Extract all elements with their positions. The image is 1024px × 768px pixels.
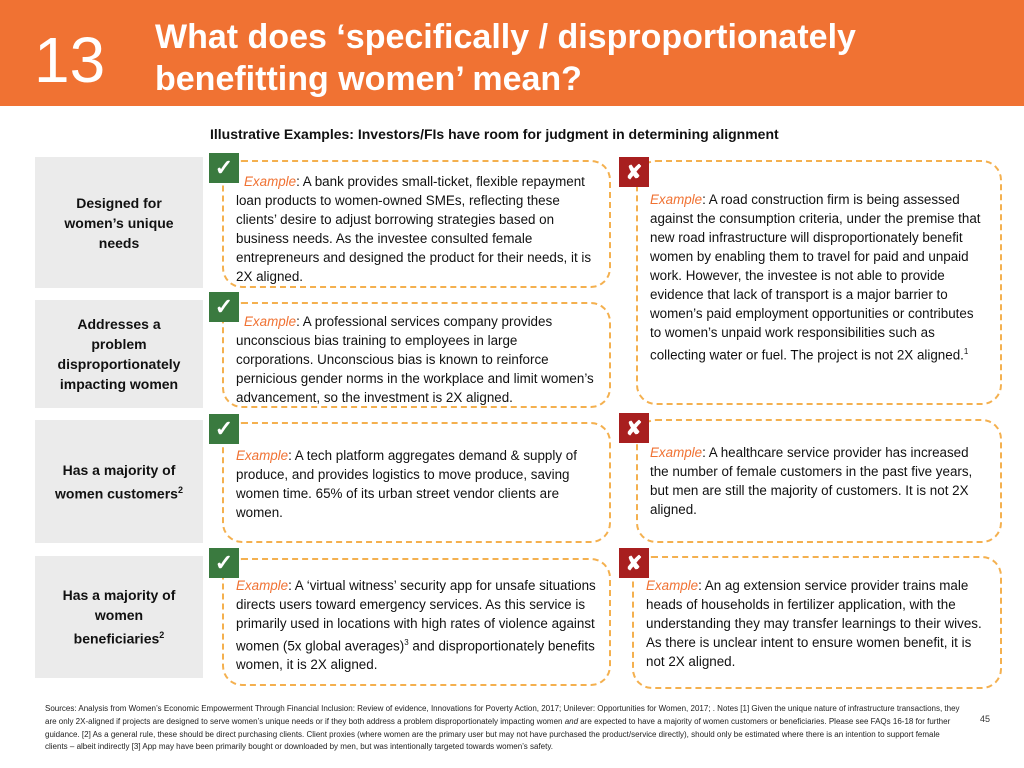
criterion-line: disproportionately <box>57 356 181 372</box>
criterion-line: women’s unique <box>64 214 174 231</box>
check-icon: ✓ <box>209 292 239 322</box>
example-label: Example <box>236 448 289 463</box>
example-label: Example <box>650 445 703 460</box>
check-icon: ✓ <box>209 153 239 183</box>
example-text: : A road construction firm is being assessed against the consumption criteria, under the premise that new road infrastructure will disproportionately benefit women by enabling them to travel for paid and unpaid work. However, the investee is not able to provide evidence that lack of transport is a major barrier to women’s paid employment opportunities or contributes to women’s unpaid work responsibilities such as collecting water or fuel. The project is not 2X aligned. <box>650 192 981 363</box>
sources-footnote <box>45 703 960 754</box>
criterion-line: Addresses a <box>77 316 161 332</box>
example-label: Example <box>650 192 703 207</box>
page-number: 45 <box>980 714 991 724</box>
footnote-ref: 3 <box>404 638 409 647</box>
criterion-addresses-problem <box>35 300 203 408</box>
cross-icon: ✘ <box>619 157 649 187</box>
footnote-emphasis: and <box>564 716 579 726</box>
example-text: : A healthcare service provider has increased the number of female customers in the past five years, but men are still the majority of customers. It is not 2X aligned. <box>650 445 973 517</box>
criterion-line: Has a majority of <box>62 587 176 604</box>
example-text: : A tech platform aggregates demand & supply of produce, and provides logistics to move produce, saving women time. 65% of its urban street vendor clients are women. <box>236 448 577 520</box>
footnote-ref: 1 <box>963 347 969 356</box>
criterion-line: women <box>94 607 144 624</box>
aligned-example-card <box>222 160 611 288</box>
criterion-majority-customers <box>35 420 203 543</box>
header-banner <box>0 0 1024 106</box>
example-label: Example <box>244 314 297 329</box>
criterion-line: Has a majority of <box>62 461 176 478</box>
example-text: : A professional services company provides unconscious bias training to employees in large corporations. Unconscious bias is known to reinforce pernicious gender norms in the workplace and limit women’s advancement, so the investment is 2X aligned. <box>236 314 594 405</box>
slide-number: 13 <box>34 24 106 96</box>
example-text: : An ag extension service provider trains male heads of households in fertilizer application, with the understanding they may transfer learnings to their wives. As there is unclear intent to ensure women benefit, it is not 2X aligned. <box>646 578 982 669</box>
footnote-ref: 2 <box>177 484 183 495</box>
page-title <box>155 16 985 100</box>
aligned-example-card <box>222 302 611 408</box>
title-line-2: benefitting women’ mean? <box>155 60 582 98</box>
criterion-line <box>63 625 176 649</box>
example-label: Example <box>236 578 289 593</box>
criterion-line <box>55 480 183 504</box>
cross-icon: ✘ <box>619 548 649 578</box>
not-aligned-example-card <box>636 160 1002 405</box>
check-icon: ✓ <box>209 414 239 444</box>
example-text: : A ‘virtual witness’ security app for unsafe situations directs users toward emergency services. As this service is primarily used in locations with high rates of violence against women (5x global averages) <box>236 578 596 654</box>
aligned-example-card <box>222 558 611 686</box>
criterion-text: women customers <box>55 485 178 502</box>
criterion-text: beneficiaries <box>73 630 160 647</box>
criterion-line: needs <box>98 234 140 251</box>
footnote-text: are expected to have a majority of women customers or beneficiaries. Please see FAQs 16-18 for further guidance. [2] As a general rule, these should be direct purchasing clients. Client proxies (where women are the primary user but may not have purchased the product/service directly), should only be estimated where there is an intention to support female clients – albeit indirectly [3] App may have been primarily bought or downloaded by men, but was intentionally targeted towards women’s safety. <box>45 716 951 752</box>
criterion-majority-beneficiaries <box>35 556 203 678</box>
not-aligned-example-card <box>636 419 1002 543</box>
footnote-ref: 2 <box>159 630 165 641</box>
title-line-1: What does ‘specifically / disproportionately <box>155 18 856 56</box>
not-aligned-example-card <box>632 556 1002 689</box>
check-icon: ✓ <box>209 548 239 578</box>
example-label: Example <box>646 578 699 593</box>
example-text: : A bank provides small-ticket, flexible repayment loan products to women-owned SMEs, reflecting these clients’ desire to adjust borrowing strategies based on business needs. As the investee consulted female entrepreneurs and designed the product for their needs, it is 2X aligned. <box>236 174 592 284</box>
aligned-example-card <box>222 422 611 543</box>
example-text: and disproportionately benefits women, it is 2X aligned. <box>236 638 595 673</box>
criterion-line: Designed for <box>76 194 162 211</box>
example-label: Example <box>244 174 297 189</box>
criterion-designed-for-women <box>35 157 203 288</box>
footnote-text: Sources: Analysis from Women’s Economic Empowerment Through Financial Inclusion: Review of evidence, Innovations for Poverty Action, 2017; Unilever: Opportunities for Women, 2017; . Notes [1] Given the unique nature of infrastructure transactions, they are only 2X-aligned if projects are designed to serve women’s unique needs or if they both address a problem disproportionately impacting women <box>45 704 960 726</box>
cross-icon: ✘ <box>619 413 649 443</box>
criterion-line: problem <box>91 336 147 352</box>
subtitle: Illustrative Examples: Investors/FIs have room for judgment in determining alignment <box>210 126 779 142</box>
criterion-line: impacting women <box>59 376 179 392</box>
